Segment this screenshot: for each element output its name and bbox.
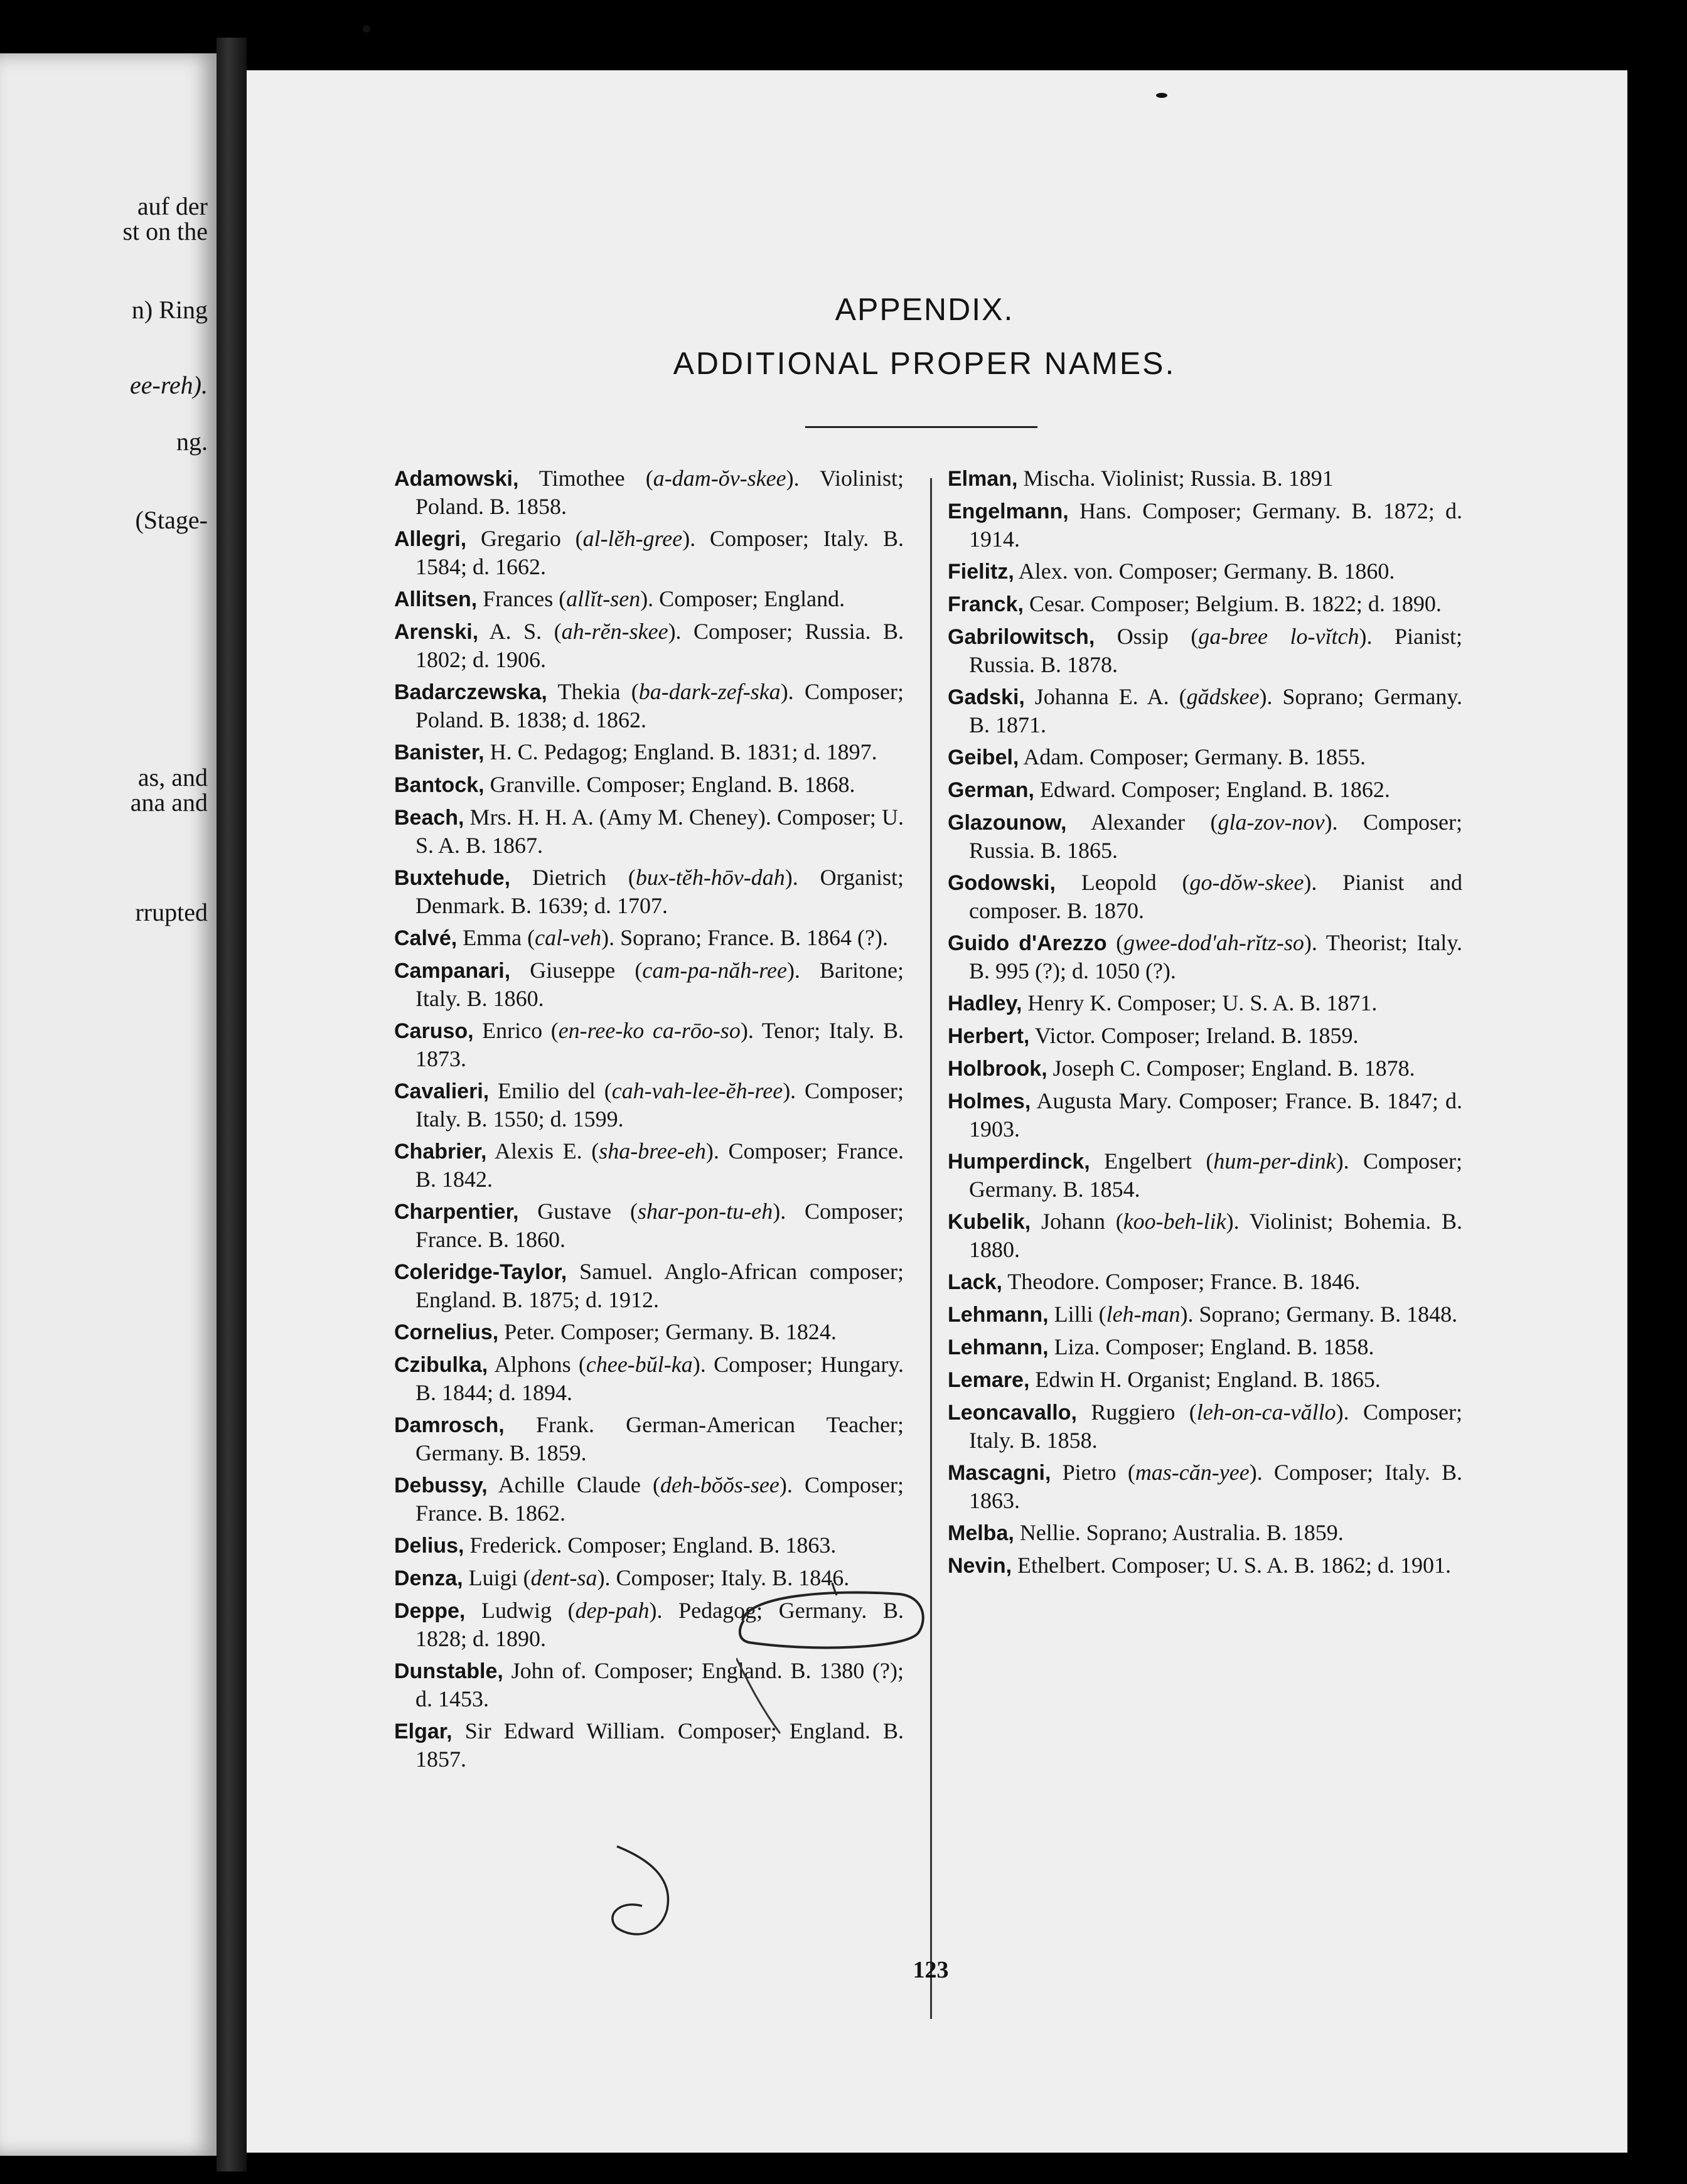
name-entry <box>394 1137 904 1193</box>
entry-text: Dietrich ( <box>510 865 636 890</box>
entry-text: Frederick. Composer; England. B. 1863. <box>464 1533 837 1558</box>
entry-text: Alex. von. Composer; Germany. B. 1860. <box>1014 559 1395 584</box>
entry-text: Thekia ( <box>547 679 639 704</box>
entry-text: Augusta Mary. Composer; France. B. 1847; d. 1903. <box>969 1088 1462 1142</box>
name-entry <box>948 623 1462 678</box>
entry-pronunciation: gădskee <box>1186 684 1260 709</box>
entry-name: Glazounow, <box>948 811 1067 835</box>
name-entry <box>948 590 1462 618</box>
name-entry <box>394 1531 904 1560</box>
name-entry <box>394 1318 904 1346</box>
entry-details: ). Organist; Denmark. B. 1639; d. 1707. <box>415 865 904 918</box>
entry-pronunciation: leh-man <box>1106 1302 1181 1327</box>
name-entry <box>948 989 1462 1017</box>
entry-text: Theodore. Composer; France. B. 1846. <box>1002 1269 1361 1294</box>
left-page-line: ana and <box>130 788 208 816</box>
name-entry <box>394 803 904 859</box>
entry-name: Leoncavallo, <box>948 1401 1077 1425</box>
entry-pronunciation: allĭt-sen <box>566 586 641 611</box>
entry-details: ). Violinist; Bohemia. B. 1880. <box>969 1209 1462 1262</box>
name-entry <box>948 1147 1462 1203</box>
entry-pronunciation: cam-pa-năh-ree <box>642 958 787 983</box>
name-entry <box>948 557 1462 586</box>
entry-pronunciation: en-ree-ko ca-rōo-so <box>558 1018 741 1043</box>
entry-name: Caruso, <box>394 1019 474 1043</box>
name-entry <box>948 1300 1462 1329</box>
entry-name: Cornelius, <box>394 1320 499 1344</box>
entry-pronunciation: koo-beh-lik <box>1123 1209 1226 1234</box>
pencil-loop-annotation <box>560 1840 717 1978</box>
entry-text: Giuseppe ( <box>510 958 643 983</box>
name-entry <box>394 585 904 613</box>
left-page-line: as, and <box>137 763 208 791</box>
entry-name: Charpentier, <box>394 1200 519 1224</box>
name-entry <box>948 1268 1462 1296</box>
entry-details: ). Soprano; France. B. 1864 (?). <box>601 925 888 950</box>
entry-text: Alexis E. ( <box>486 1138 599 1164</box>
entry-text: Johanna E. A. ( <box>1024 684 1187 709</box>
entry-name: Kubelik, <box>948 1210 1031 1234</box>
name-entry <box>394 1258 904 1314</box>
entry-pronunciation: chee-bŭl-ka <box>586 1352 693 1377</box>
entry-name: Melba, <box>948 1521 1014 1545</box>
entry-text: Johann ( <box>1031 1209 1123 1234</box>
entry-details: ). Composer; Germany. B. 1854. <box>969 1148 1462 1202</box>
entry-text: Cesar. Composer; Belgium. B. 1822; d. 1890. <box>1023 591 1442 616</box>
entry-name: Elgar, <box>394 1720 453 1743</box>
left-page-line: ee-reh). <box>130 371 208 399</box>
entry-text: A. S. ( <box>478 619 562 644</box>
entry-pronunciation: leh-on-ca-văllo <box>1196 1400 1336 1425</box>
entry-name: Debussy, <box>394 1474 488 1497</box>
scan-speck <box>1156 93 1167 98</box>
entry-text: Frances ( <box>477 586 567 611</box>
entry-details: ). Baritone; Italy. B. 1860. <box>415 958 904 1011</box>
name-entry <box>948 1333 1462 1361</box>
entry-text: Edward. Composer; England. B. 1862. <box>1034 777 1390 802</box>
entry-name: Nevin, <box>948 1554 1012 1578</box>
entry-name: Denza, <box>394 1566 463 1590</box>
entries-column-left <box>394 464 904 1777</box>
name-entry <box>394 1351 904 1406</box>
name-entry <box>394 1717 904 1773</box>
entry-details: ). Soprano; Germany. B. 1848. <box>1180 1302 1458 1327</box>
entry-text: Peter. Composer; Germany. B. 1824. <box>498 1319 837 1344</box>
name-entry <box>394 1197 904 1253</box>
name-entry <box>394 525 904 581</box>
entry-name: Guido d'Arezzo <box>948 931 1107 955</box>
entry-name: Dunstable, <box>394 1659 503 1683</box>
entry-pronunciation: gla-zov-nov <box>1218 810 1325 835</box>
entry-name: Geibel, <box>948 746 1019 769</box>
entry-text: Mischa. Violinist; Russia. B. 1891 <box>1017 466 1334 491</box>
name-entry <box>394 771 904 799</box>
entry-name: Deppe, <box>394 1599 466 1623</box>
entry-text: John of. Composer; England. B. 1380 (?); d. 1453. <box>415 1658 904 1711</box>
entry-text: Sir Edward William. Composer; England. B. 1857. <box>415 1718 904 1772</box>
entry-pronunciation: deh-bŏŏs-see <box>660 1472 779 1497</box>
entry-details: ). Composer; England. <box>640 586 845 611</box>
page-title: APPENDIX. <box>835 292 1014 327</box>
entry-details: ). Composer; Russia. B. 1865. <box>969 810 1462 863</box>
name-entry <box>394 678 904 734</box>
book-gutter <box>217 38 247 2171</box>
entry-name: Buxtehude, <box>394 866 511 890</box>
entry-text: Frank. German-American Teacher; Germany. B. 1859. <box>415 1412 904 1465</box>
entry-text: Leopold ( <box>1055 870 1190 895</box>
column-divider <box>930 478 932 2019</box>
entries-column-right <box>948 464 1462 1584</box>
name-entry <box>948 464 1462 493</box>
entry-pronunciation: mas-căn-yee <box>1135 1460 1250 1485</box>
page-subtitle: ADDITIONAL PROPER NAMES. <box>673 346 1176 381</box>
entry-text: Engelbert ( <box>1090 1148 1214 1174</box>
entry-name: Holbrook, <box>948 1057 1047 1081</box>
entry-details: ). Pedagog; Germany. B. 1828; d. 1890. <box>415 1598 904 1651</box>
entry-name: Allitsen, <box>394 587 478 611</box>
entry-text: Timothee ( <box>518 466 653 491</box>
entry-text: Granville. Composer; England. B. 1868. <box>484 772 855 797</box>
entry-name: Coleridge-Taylor, <box>394 1260 567 1284</box>
entry-text: Enrico ( <box>473 1018 559 1043</box>
entry-details: ). Composer; Poland. B. 1838; d. 1862. <box>415 679 904 732</box>
entry-name: Badarczewska, <box>394 680 547 704</box>
name-entry <box>948 808 1462 864</box>
entry-text: Pietro ( <box>1051 1460 1135 1485</box>
entry-name: Cavalieri, <box>394 1079 490 1103</box>
entry-pronunciation: dep-pah <box>575 1598 650 1623</box>
name-entry <box>394 738 904 766</box>
entry-text: ( <box>1106 930 1124 955</box>
entry-name: Lemare, <box>948 1368 1030 1392</box>
entry-details: ). Composer; Russia. B. 1802; d. 1906. <box>415 619 904 672</box>
entry-pronunciation: hum-per-dink <box>1213 1148 1336 1174</box>
name-entry <box>948 1054 1462 1083</box>
entry-details: ). Composer; France. B. 1860. <box>415 1199 904 1252</box>
left-page-line: auf der <box>137 192 208 220</box>
entry-name: Campanari, <box>394 959 511 983</box>
entry-details: ). Tenor; Italy. B. 1873. <box>415 1018 904 1071</box>
entry-name: Hadley, <box>948 992 1022 1015</box>
name-entry <box>394 1471 904 1527</box>
entry-name: Elman, <box>948 467 1018 491</box>
entry-pronunciation: ah-rĕn-skee <box>561 619 668 644</box>
entry-details: ). Composer; France. B. 1842. <box>415 1138 904 1192</box>
name-entry <box>394 1017 904 1073</box>
entry-name: Gabrilowitsch, <box>948 625 1095 649</box>
entry-text: Emilio del ( <box>489 1078 612 1103</box>
name-entry <box>948 1366 1462 1394</box>
entry-name: Allegri, <box>394 527 467 551</box>
entry-name: Delius, <box>394 1534 464 1558</box>
right-page <box>247 70 1627 2153</box>
entry-text: Liza. Composer; England. B. 1858. <box>1048 1334 1374 1359</box>
entry-details: ). Composer; Hungary. B. 1844; d. 1894. <box>415 1352 904 1405</box>
left-page-line: (Stage- <box>135 506 208 534</box>
entry-name: Damrosch, <box>394 1413 505 1437</box>
left-page-line: n) Ring <box>131 296 208 324</box>
entry-name: Engelmann, <box>948 500 1069 523</box>
entry-details: ). Violinist; Poland. B. 1858. <box>415 466 904 519</box>
name-entry <box>394 924 904 952</box>
name-entry <box>394 1077 904 1133</box>
entry-details: ). Composer; Italy. B. 1584; d. 1662. <box>415 526 904 579</box>
name-entry <box>394 956 904 1012</box>
name-entry <box>394 618 904 673</box>
entry-text: Henry K. Composer; U. S. A. B. 1871. <box>1022 990 1378 1015</box>
name-entry <box>948 1087 1462 1143</box>
entry-pronunciation: a-dam-ŏv-skee <box>653 466 786 491</box>
entry-pronunciation: al-lĕh-gree <box>582 526 683 551</box>
entry-text: Lilli ( <box>1048 1302 1106 1327</box>
entry-text: Alphons ( <box>488 1352 586 1377</box>
entry-text: Hans. Composer; Germany. B. 1872; d. 1914. <box>969 498 1462 552</box>
entry-details: ). Composer; Italy. B. 1858. <box>969 1400 1462 1453</box>
entry-text: Edwin H. Organist; England. B. 1865. <box>1029 1367 1381 1392</box>
entry-details: ). Pianist and composer. B. 1870. <box>969 870 1462 923</box>
entry-details: ). Pianist; Russia. B. 1878. <box>969 624 1462 677</box>
entry-name: Bantock, <box>394 773 485 797</box>
entry-text: Adam. Composer; Germany. B. 1855. <box>1019 744 1366 769</box>
entry-name: Lehmann, <box>948 1303 1049 1327</box>
entry-name: Adamowski, <box>394 467 519 491</box>
left-page-line: rrupted <box>135 898 208 926</box>
entry-text: Mrs. H. H. A. (Amy M. Cheney). Composer; U. S. A. B. 1867. <box>415 805 904 858</box>
name-entry <box>394 464 904 520</box>
name-entry <box>948 1022 1462 1050</box>
entry-text: Achille Claude ( <box>487 1472 660 1497</box>
entry-details: ). Composer; Italy. B. 1846. <box>597 1565 850 1590</box>
entry-text: Ruggiero ( <box>1076 1400 1197 1425</box>
name-entry <box>948 1459 1462 1514</box>
entry-name: Lehmann, <box>948 1336 1049 1359</box>
entry-pronunciation: go-dŏw-skee <box>1189 870 1304 895</box>
name-entry <box>948 683 1462 739</box>
entry-name: Holmes, <box>948 1089 1031 1113</box>
name-entry <box>394 1597 904 1652</box>
entry-pronunciation: shar-pon-tu-eh <box>637 1199 773 1224</box>
entry-name: Banister, <box>394 741 485 764</box>
entry-pronunciation: cah-vah-lee-ĕh-ree <box>611 1078 783 1103</box>
entry-name: Mascagni, <box>948 1461 1051 1485</box>
entry-text: Ludwig ( <box>465 1598 576 1623</box>
left-page-line: st on the <box>122 217 208 245</box>
scan-speck <box>363 25 370 33</box>
name-entry <box>948 497 1462 553</box>
entry-text: Gregario ( <box>466 526 583 551</box>
entry-name: German, <box>948 778 1034 802</box>
entry-details: ). Soprano; Germany. B. 1871. <box>969 684 1462 737</box>
entry-details: ). Composer; France. B. 1862. <box>415 1472 904 1526</box>
entry-text: Nellie. Soprano; Australia. B. 1859. <box>1014 1520 1344 1545</box>
entry-text: Gustave ( <box>518 1199 638 1224</box>
entry-details: ). Composer; Italy. B. 1863. <box>969 1460 1462 1513</box>
entry-name: Calvé, <box>394 926 458 950</box>
entry-pronunciation: bux-tĕh-hōv-dah <box>635 865 785 890</box>
entry-pronunciation: dent-sa <box>530 1565 597 1590</box>
entry-name: Herbert, <box>948 1024 1030 1048</box>
entry-name: Lack, <box>948 1270 1002 1294</box>
page-number: 123 <box>913 1957 949 1983</box>
name-entry <box>394 1411 904 1467</box>
left-page-line: ng. <box>176 427 208 456</box>
entry-name: Humperdinck, <box>948 1150 1090 1174</box>
entry-text: Alexander ( <box>1066 810 1218 835</box>
name-entry <box>948 869 1462 924</box>
entry-name: Chabrier, <box>394 1140 487 1164</box>
entry-text: H. C. Pedagog; England. B. 1831; d. 1897. <box>484 739 877 764</box>
name-entry <box>948 743 1462 771</box>
entry-text: Luigi ( <box>463 1565 531 1590</box>
entry-name: Fielitz, <box>948 560 1014 584</box>
name-entry <box>394 1564 904 1592</box>
entry-name: Beach, <box>394 806 464 830</box>
entry-pronunciation: ba-dark-zef-ska <box>638 679 781 704</box>
entry-name: Gadski, <box>948 685 1025 709</box>
name-entry <box>948 1519 1462 1547</box>
title-rule <box>805 426 1037 428</box>
entry-details: ). Composer; Italy. B. 1550; d. 1599. <box>415 1078 904 1132</box>
entry-name: Czibulka, <box>394 1353 488 1377</box>
entry-name: Franck, <box>948 592 1024 616</box>
entry-pronunciation: gwee-dod'ah-rĭtz-so <box>1123 930 1304 955</box>
entry-pronunciation: sha-bree-eh <box>599 1138 706 1164</box>
entry-pronunciation: cal-veh <box>535 925 602 950</box>
entry-text: Emma ( <box>457 925 535 950</box>
entry-text: Ossip ( <box>1095 624 1199 649</box>
entry-details: ). Theorist; Italy. B. 995 (?); d. 1050 (?). <box>969 930 1462 983</box>
name-entry <box>394 1657 904 1713</box>
entry-text: Joseph C. Composer; England. B. 1878. <box>1047 1056 1415 1081</box>
name-entry <box>394 864 904 919</box>
entry-name: Godowski, <box>948 871 1056 895</box>
name-entry <box>948 776 1462 804</box>
entry-text: Samuel. Anglo-African composer; England. B. 1875; d. 1912. <box>415 1259 904 1312</box>
entry-pronunciation: ga-bree lo-vĭtch <box>1198 624 1359 649</box>
name-entry <box>948 1398 1462 1454</box>
entry-text: Ethelbert. Composer; U. S. A. B. 1862; d. 1901. <box>1012 1553 1452 1578</box>
entry-text: Victor. Composer; Ireland. B. 1859. <box>1029 1023 1359 1048</box>
entry-name: Arenski, <box>394 620 479 644</box>
name-entry <box>948 1551 1462 1580</box>
name-entry <box>948 1207 1462 1263</box>
name-entry <box>948 929 1462 985</box>
left-facing-page <box>0 53 217 2156</box>
